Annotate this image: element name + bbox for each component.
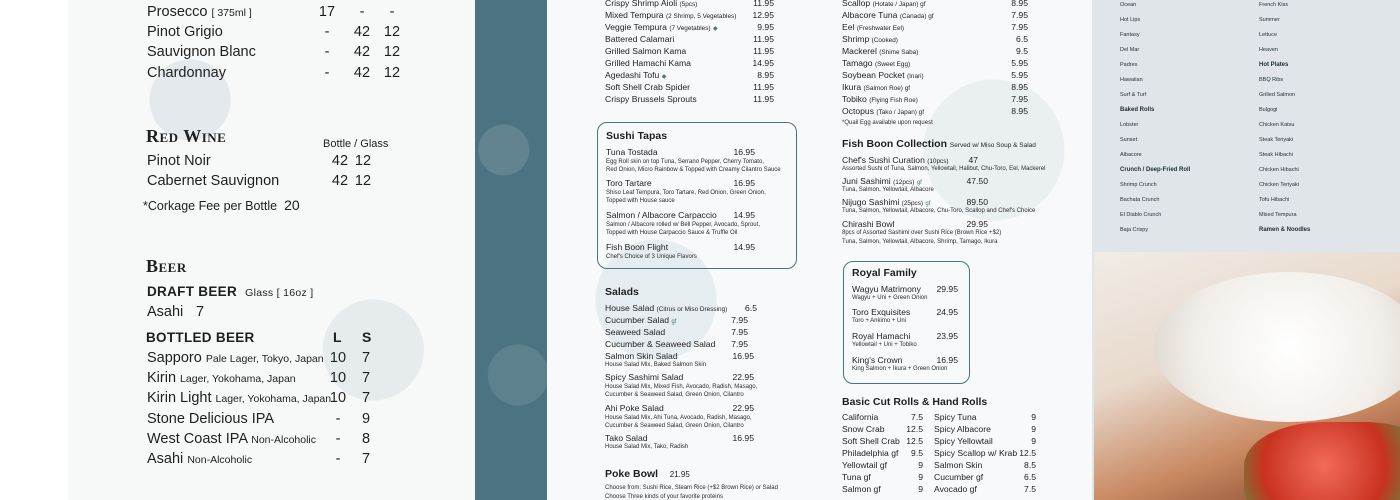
salad-item: Tako Salad 16.95 — [605, 433, 754, 443]
nigiri-item: Soybean Pocket (Inari) 5.95 — [842, 70, 1028, 80]
plate-image — [1154, 272, 1400, 422]
drink-row-kirin: Kirin Lager, Yokohama, Japan 10 7 — [147, 370, 371, 386]
tapas-desc: Topped with House Carpaccio Sauce & Truffle Oil — [606, 230, 738, 236]
roll-item: Yellowtail gf 9 — [842, 460, 923, 470]
drink-row-prosecco: Prosecco [ 375ml ] 17 - - — [147, 4, 395, 20]
salads-heading: Salads — [605, 286, 639, 298]
thumbnail-menu-line: Surf & Turf — [1120, 92, 1147, 98]
poke-desc: Choose from: Sushi Rice, Steam Rice (+$2 Brown Rice) or Salad — [605, 485, 778, 491]
food-row: Veggie Tempura (7 Vegetables) ◆ 9.95 — [605, 22, 774, 32]
roll-item: Salmon Skin 8.5 — [934, 460, 1036, 470]
roll-item: Cucumber gf 6.5 — [934, 472, 1036, 482]
collection-desc: Tuna, Salmon, Yellowtail, Albacore, Chu-Toro, Scallop and Chef's Choice — [842, 208, 1036, 214]
royal-desc: Wagyu + Uni + Green Onion — [852, 295, 928, 301]
roll-item: Spicy Yellowtail 9 — [934, 436, 1036, 446]
tapas-desc: Salmon / Albacore rolled w/ Bell Pepper, Avocado, Sprout, — [606, 222, 760, 228]
draft-beer-heading: DRAFT BEER Glass [ 16oz ] — [147, 284, 314, 299]
thumbnail-menu-line: Fantasy — [1120, 32, 1140, 38]
corkage-fee-note: *Corkage Fee per Bottle 20 — [143, 197, 300, 213]
thumbnail-menu-line: Shrimp Crunch — [1120, 182, 1157, 188]
thumbnail-menu-line: Chicken Teriyaki — [1259, 182, 1299, 188]
collection-item: Nijugo Sashimi (25pcs) gf 89.50 — [842, 197, 988, 207]
food-row: Agedashi Tofu ◆ 8.95 — [605, 70, 774, 80]
sushi-roll-image — [1244, 422, 1400, 500]
thumbnail-menu-line: Ramen & Noodles — [1259, 227, 1311, 233]
collection-item: Juni Sashimi (12pcs) gf 47.50 — [842, 176, 988, 186]
thumbnail-menu-line: Hot Lips — [1120, 17, 1141, 23]
collection-desc: 8pcs of Assorted Sashimi over Sushi Rice (Brown Rice +$2) — [842, 230, 1002, 236]
thumbnail-menu-line: Summer — [1259, 17, 1280, 23]
thumbnail-menu-line: Bulgogi — [1259, 107, 1278, 113]
basic-rolls-heading: Basic Cut Rolls & Hand Rolls — [842, 396, 988, 408]
thumbnail-menu-line: BBQ Ribs — [1259, 77, 1284, 83]
royal-item: Wagyu Matrimony 29.95 — [852, 284, 958, 294]
food-row: Crispy Shrimp Aioli (5pcs) 11.95 — [605, 0, 774, 8]
thumbnail-menu-line: Ocean — [1120, 2, 1137, 8]
drink-row-sapporo: Sapporo Pale Lager, Tokyo, Japan 10 7 — [147, 350, 371, 366]
collection-item: Chef's Sushi Curation (10pcs) 47 — [842, 155, 978, 165]
drink-row-chardonnay: Chardonnay - 42 12 — [147, 65, 401, 81]
drink-row-kirin-light: Kirin Light Lager, Yokohama, Japan 10 7 — [147, 390, 371, 406]
thumbnail-col-2 — [1259, 0, 1384, 248]
collection-desc: Assorted Sushi of Tuna, Salmon, Yellowtail, Halibut, Chu-Toro, Eel, Mackerel — [842, 166, 1046, 172]
roll-item: Soft Shell Crab 12.5 — [842, 436, 923, 446]
thumbnail-menu-line: Chicken Hibachi — [1259, 167, 1299, 173]
salad-item: Ahi Poke Salad 22.95 — [605, 403, 754, 413]
sushi-photo-panel[interactable] — [1094, 252, 1400, 500]
teal-divider-band — [475, 0, 547, 500]
quail-egg-note: *Quail Egg available upon request — [842, 120, 933, 126]
col-s-header: S — [362, 329, 372, 345]
drink-row-draft-asahi: Asahi 7 — [147, 304, 205, 320]
salad-item: Cucumber Salad gf 7.95 — [605, 315, 748, 325]
collection-item: Chirashi Bowl 29.95 — [842, 219, 988, 229]
salad-item: Cucumber & Seaweed Salad 7.95 — [605, 339, 748, 349]
drink-row-cabernet: Cabernet Sauvignon 42 12 — [147, 173, 372, 189]
salad-item: House Salad (Citrus or Miso Dressing) 6.5 — [605, 303, 757, 313]
royal-item: King's Crown 16.95 — [852, 355, 958, 365]
thumbnail-menu-line: Chicken Katsu — [1259, 122, 1295, 128]
gf-fish-icon: ◆ — [712, 26, 718, 32]
thumbnail-menu-line: Bachata Crunch — [1120, 197, 1160, 203]
nigiri-item: Octopus (Tako / Japan) gf 8.95 — [842, 106, 1028, 116]
bottled-beer-heading: BOTTLED BEER — [146, 330, 255, 345]
thumbnail-menu-line: Steak Hibachi — [1259, 152, 1293, 158]
thumbnail-menu-line: Tofu Hibachi — [1259, 197, 1290, 203]
food-row: Mixed Tempura (2 Shrimp, 5 Vegetables) 12.95 — [605, 10, 774, 20]
thumbnail-menu-line: Heaven — [1259, 47, 1278, 53]
poke-bowl-heading: Poke Bowl 21.95 — [605, 468, 690, 480]
thumbnail-menu-line: French Kiss — [1259, 2, 1289, 8]
royal-item: Royal Hamachi 23.95 — [852, 331, 958, 341]
salad-item: Seaweed Salad 7.95 — [605, 327, 748, 337]
tapas-item: Fish Boon Flight 14.95 — [606, 242, 755, 252]
salad-desc: House Salad Mix, Mixed Fish, Avocado, Radish, Masago, Cucumber & Seaweed Salad, Green Onion, Cilantro — [605, 384, 758, 398]
drink-row-west-coast-ipa: West Coast IPA Non-Alcoholic - 8 — [147, 431, 371, 447]
drink-row-pinot-grigio: Pinot Grigio - 42 12 — [147, 24, 401, 40]
royal-desc: Yellowtail + Uni + Tobiko — [852, 342, 917, 348]
nigiri-item: Tobiko (Flying Fish Roe) 7.95 — [842, 94, 1028, 104]
tapas-desc: Topped with House sauce — [606, 198, 675, 204]
thumbnail-menu-line: Steak Teriyaki — [1259, 137, 1294, 143]
roll-item: Spicy Albacore 9 — [934, 424, 1036, 434]
drink-row-pinot-noir: Pinot Noir 42 12 — [147, 153, 372, 169]
tapas-desc: Shiso Leaf Tempura, Toro Tartare, Red Onion, Green Onion, — [606, 190, 766, 196]
salad-desc: House Salad Mix, Ahi Tuna, Avocado, Radish, Masago, Cucumber & Seaweed Salad, Green Onion, Cilantro — [605, 415, 752, 429]
nigiri-item: Eel (Freshwater Eel) 7.95 — [842, 22, 1028, 32]
royal-desc: Toro + Ankimo + Uni — [852, 318, 907, 324]
drink-row-sauvignon-blanc: Sauvignon Blanc - 42 12 — [147, 44, 401, 60]
nigiri-item: Mackerel (Shime Saba) 9.5 — [842, 46, 1028, 56]
roll-item: Tuna gf 9 — [842, 472, 923, 482]
thumbnail-menu-line: Hot Plates — [1259, 62, 1289, 68]
tapas-desc: Egg Roll skin on top Tuna, Serrano Pepper, Cherry Tomato, — [606, 159, 764, 165]
roll-item: Snow Crab 12.5 — [842, 424, 923, 434]
thumbnail-menu-line: Lobster — [1120, 122, 1139, 128]
thumbnail-menu-line: El Diablo Crunch — [1120, 212, 1162, 218]
drink-name: Prosecco [ 375ml ] — [147, 4, 252, 20]
food-row: Crispy Brussels Sprouts 11.95 — [605, 94, 774, 104]
thumbnail-menu-line: Sunset — [1120, 137, 1138, 143]
royal-item: Toro Exquisites 24.95 — [852, 307, 958, 317]
collection-desc: Tuna, Salmon, Yellowtail, Albacore, Shrimp, Tamago, Ikura — [842, 239, 998, 245]
food-row: Grilled Salmon Kama 11.95 — [605, 46, 774, 56]
royal-family-heading: Royal Family — [852, 267, 917, 279]
beer-heading: Beer — [146, 256, 187, 276]
salad-item: Spicy Sashimi Salad 22.95 — [605, 372, 754, 382]
thumbnail-col-1 — [1120, 0, 1245, 248]
tapas-desc: Chef's Choice of 3 Unique Flavors — [606, 254, 697, 260]
food-row: Soft Shell Crab Spider 11.95 — [605, 82, 774, 92]
salad-desc: House Salad Mix, Tako, Radish — [605, 444, 689, 450]
thumbnail-menu-line: Del Mar — [1120, 47, 1140, 53]
roll-item: Spicy Scallop w/ Krab 12.5 — [934, 448, 1036, 458]
sushi-tapas-heading: Sushi Tapas — [606, 130, 668, 142]
roll-item: Avocado gf 7.5 — [934, 484, 1036, 494]
food-row: Battered Calamari 11.95 — [605, 34, 774, 44]
tapas-desc: Red Onion, Micro Rainbow & Topped with Creamy Cilantro Sauce — [606, 167, 781, 173]
gf-fish-icon: ◆ — [661, 74, 667, 80]
drink-row-asahi-na: Asahi Non-Alcoholic - 7 — [147, 451, 371, 467]
tapas-item: Salmon / Albacore Carpaccio 14.95 — [606, 210, 755, 220]
drink-row-stone-ipa: Stone Delicious IPA - 9 — [147, 411, 371, 427]
roll-item: Spicy Tuna 9 — [934, 412, 1036, 422]
thumbnail-menu-line: Baja Crispy — [1120, 227, 1149, 233]
tapas-item: Toro Tartare 16.95 — [606, 178, 755, 188]
thumbnail-menu-line: Baked Rolls — [1120, 107, 1155, 113]
thumbnail-menu-line: Grilled Salmon — [1259, 92, 1296, 98]
salad-item: Salmon Skin Salad 16.95 — [605, 351, 754, 361]
thumbnail-menu-line: Crunch / Deep-Fried Roll — [1120, 167, 1191, 173]
nigiri-item: Shrimp (Cooked) 6.5 — [842, 34, 1028, 44]
roll-item: Philadelphia gf 9.5 — [842, 448, 923, 458]
thumbnail-menu-line: Padres — [1120, 62, 1138, 68]
nigiri-item: Scallop (Hotate / Japan) gf 8.95 — [842, 0, 1028, 8]
collection-heading: Fish Boon Collection Served w/ Miso Soup & Salad — [842, 138, 1036, 150]
royal-desc: King Salmon + Ikura + Green Onion — [852, 366, 948, 372]
nigiri-item: Tamago (Sweet Egg) 5.95 — [842, 58, 1028, 68]
nigiri-item: Ikura (Salmon Roe) gf 8.95 — [842, 82, 1028, 92]
tapas-item: Tuna Tostada 16.95 — [606, 147, 755, 157]
thumbnail-menu-line: Lettuce — [1259, 32, 1278, 38]
salad-desc: House Salad Mix, Baked Salmon Skin — [605, 362, 707, 368]
col-l-header: L — [333, 329, 342, 345]
thumbnail-menu-line: Mixed Tempura — [1259, 212, 1297, 218]
poke-desc: Choose Three kinds of your favorite proteins — [605, 494, 723, 500]
roll-item: Salmon gf 9 — [842, 484, 923, 494]
thumbnail-menu-line: Hawaiian — [1120, 77, 1143, 83]
thumbnail-menu-line: Albacore — [1120, 152, 1142, 158]
red-wine-heading: Red Wine — [146, 126, 227, 146]
bottle-glass-header: Bottle / Glass — [323, 138, 389, 150]
left-margin — [0, 0, 68, 500]
nigiri-item: Albacore Tuna (Canada) gf 7.95 — [842, 10, 1028, 20]
food-row: Grilled Hamachi Kama 14.95 — [605, 58, 774, 68]
collection-desc: Tuna, Salmon, Yellowtail, Albacore — [842, 187, 934, 193]
roll-item: California 7.5 — [842, 412, 923, 422]
